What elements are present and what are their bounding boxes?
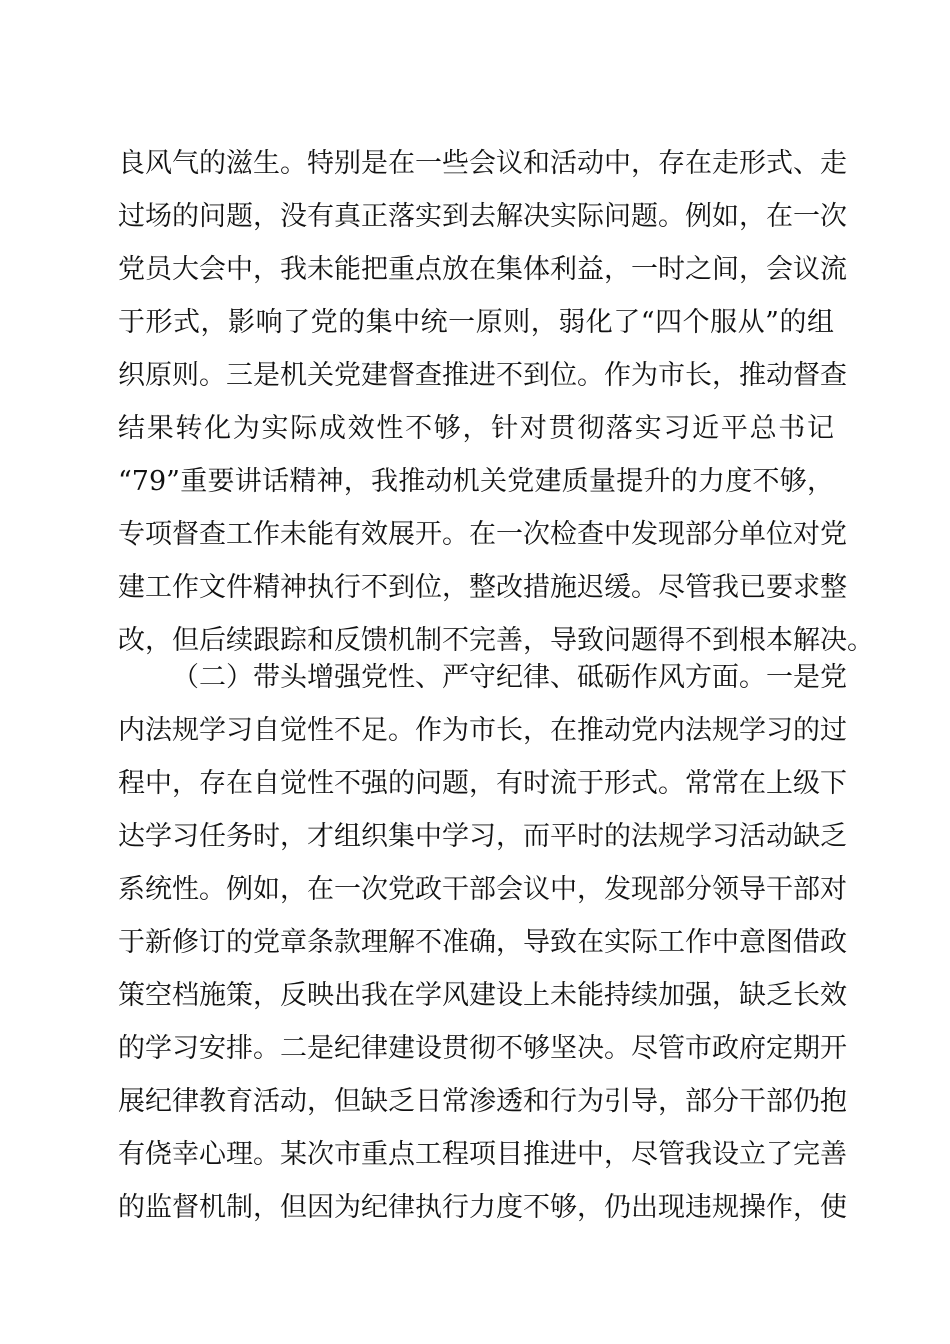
text-line: 系统性。例如，在一次党政干部会议中，发现部分领导干部对 [118, 874, 847, 905]
text-line: 的监督机制，但因为纪律执行力度不够，仍出现违规操作，使 [118, 1192, 847, 1223]
text-line: 内法规学习自觉性不足。作为市长，在推动党内法规学习的过 [118, 715, 847, 746]
text-line: 专项督查工作未能有效展开。在一次检查中发现部分单位对党 [118, 519, 847, 550]
section-heading-line: （二）带头增强党性、严守纪律、砥砺作风方面。一是党 [172, 662, 847, 693]
text-line: 党员大会中，我未能把重点放在集体利益，一时之间，会议流 [118, 254, 847, 285]
text-line: 达学习任务时，才组织集中学习，而平时的法规学习活动缺乏 [118, 821, 847, 852]
text-line: 织原则。三是机关党建督查推进不到位。作为市长，推动督查 [118, 360, 847, 391]
text-line: 有侥幸心理。某次市重点工程项目推进中，尽管我设立了完善 [118, 1139, 847, 1170]
text-line: 建工作文件精神执行不到位，整改措施迟缓。尽管我已要求整 [118, 572, 847, 603]
text-line: 于新修订的党章条款理解不准确，导致在实际工作中意图借政 [118, 927, 847, 958]
text-line: 改，但后续跟踪和反馈机制不完善，导致问题得不到根本解决。 [118, 625, 874, 656]
text-line: 展纪律教育活动，但缺乏日常渗透和行为引导，部分干部仍抱 [118, 1086, 847, 1117]
text-line: 的学习安排。二是纪律建设贯彻不够坚决。尽管市政府定期开 [118, 1033, 847, 1064]
text-line: 策空档施策，反映出我在学风建设上未能持续加强，缺乏长效 [118, 980, 847, 1011]
text-line: “79”重要讲话精神，我推动机关党建质量提升的力度不够， [118, 466, 834, 497]
text-line: 于形式，影响了党的集中统一原则，弱化了“四个服从”的组 [118, 307, 834, 338]
text-line: 良风气的滋生。特别是在一些会议和活动中，存在走形式、走 [118, 148, 847, 179]
text-line: 过场的问题，没有真正落实到去解决实际问题。例如，在一次 [118, 201, 847, 232]
text-line: 结果转化为实际成效性不够，针对贯彻落实习近平总书记 [118, 413, 834, 444]
paragraph-continued [118, 137, 874, 667]
paragraph-section-2 [118, 651, 847, 1234]
text-line: 程中，存在自觉性不强的问题，有时流于形式。常常在上级下 [118, 768, 847, 799]
